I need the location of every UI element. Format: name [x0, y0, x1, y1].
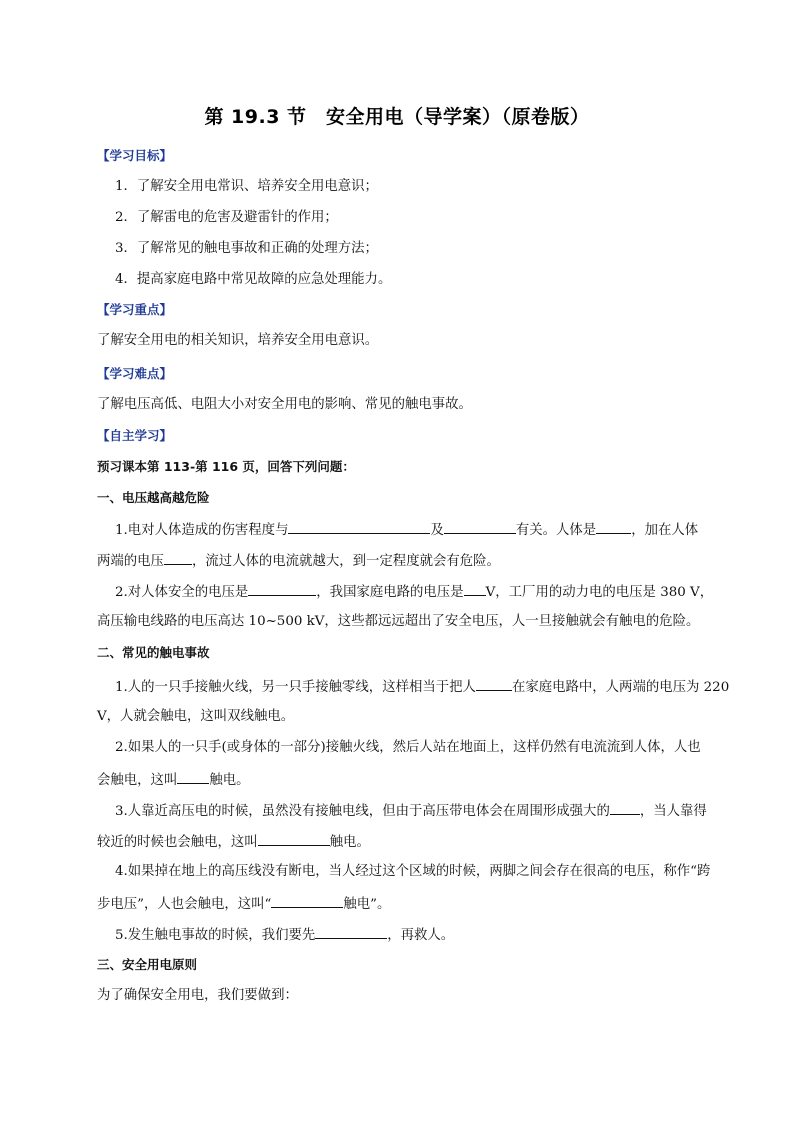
page-title: 第 19.3 节 安全用电（导学案）（原卷版）: [204, 106, 590, 128]
question-text: 触电。: [209, 773, 250, 788]
part2-question-1-cont: V，人就会触电，这叫双线触电。: [97, 709, 295, 724]
goals-heading: 【学习目标】: [97, 148, 173, 163]
question-text: 有关。人体是: [515, 523, 597, 538]
difficulty-text: 了解电压高低、电阻大小对安全用电的影响、常见的触电事故。: [97, 397, 472, 412]
question-text: 触电。: [329, 835, 370, 850]
answer-blank[interactable]: [476, 676, 512, 691]
part2-question-2-cont: [97, 769, 250, 791]
answer-blank[interactable]: [288, 519, 430, 534]
part2-question-1: [115, 676, 729, 698]
goal-item: 3．了解常见的触电事故和正确的处理方法；: [115, 241, 378, 256]
question-text: 5.发生触电事故的时候，我们要先: [115, 928, 316, 943]
key-point-text: 了解安全用电的相关知识，培养安全用电意识。: [97, 333, 379, 348]
part2-question-5: [115, 924, 454, 946]
part1-question-2: [115, 581, 713, 603]
question-text: 1.人的一只手接触火线，另一只手接触零线，这样相当于把人: [115, 680, 476, 695]
part2-question-2: 2.如果人的一只手(或身体的一部分)接触火线，然后人站在地面上，这样仍然有电流流到人体，人也: [115, 740, 701, 755]
goal-item: 1．了解安全用电常识、培养安全用电意识；: [115, 179, 378, 194]
question-text: ，加在人体: [631, 523, 699, 538]
difficulty-heading: 【学习难点】: [97, 366, 173, 381]
part3-heading: 三、安全用电原则: [97, 957, 198, 972]
key-heading: 【学习重点】: [97, 302, 173, 317]
part1-question-1-cont: [97, 550, 500, 572]
answer-blank[interactable]: [315, 924, 387, 939]
goal-item: 2．了解雷电的危害及避雷针的作用；: [115, 210, 338, 225]
part3-intro: 为了确保安全用电，我们要做到：: [97, 988, 298, 1003]
answer-blank[interactable]: [177, 769, 209, 784]
answer-blank[interactable]: [248, 581, 316, 596]
part2-question-4: 4.如果掉在地上的高压线没有断电，当人经过这个区域的时候，两脚之间会存在很高的电压，称作“跨: [115, 864, 711, 879]
answer-blank[interactable]: [596, 519, 631, 534]
part2-heading: 二、常见的触电事故: [97, 645, 210, 660]
question-text: 较近的时候也会触电，这叫: [97, 835, 258, 850]
part1-heading: 一、电压越高越危险: [97, 490, 210, 505]
question-text: ，当人靠得: [639, 804, 707, 819]
part2-question-4-cont: [97, 893, 390, 915]
answer-blank[interactable]: [610, 800, 640, 815]
question-text: 1.电对人体造成的伤害程度与: [115, 523, 289, 538]
question-text: 会触电，这叫: [97, 773, 178, 788]
part1-question-1: [115, 519, 698, 541]
self-study-heading: 【自主学习】: [97, 428, 173, 443]
part1-question-2-cont: 高压输电线路的电压高达 10~500 kV，这些都远远超出了安全电压，人一旦接触就会有触电的危险。: [97, 614, 700, 629]
question-text: ，我国家庭电路的电压是: [316, 585, 464, 600]
goal-item: 4．提高家庭电路中常见故障的应急处理能力。: [115, 272, 392, 287]
question-text: 两端的电压: [97, 554, 164, 569]
question-text: 在家庭电路中，人两端的电压为 220: [511, 680, 730, 695]
answer-blank[interactable]: [258, 831, 330, 846]
question-text: ，流过人体的电流就越大，到一定程度就会有危险。: [191, 554, 500, 569]
part2-question-3-cont: [97, 831, 370, 853]
question-text: 3.人靠近高压电的时候，虽然没有接触电线，但由于高压带电体会在周围形成强大的: [115, 804, 610, 819]
question-text: 触电”。: [343, 897, 391, 912]
answer-blank[interactable]: [464, 581, 486, 596]
answer-blank[interactable]: [444, 519, 516, 534]
question-text: 及: [430, 523, 444, 538]
question-text: V，工厂用的动力电的电压是 380 V，: [485, 585, 714, 600]
answer-blank[interactable]: [164, 550, 192, 565]
question-text: ，再救人。: [387, 928, 455, 943]
preview-instruction: 预习课本第 113-第 116 页，回答下列问题：: [97, 459, 355, 474]
answer-blank[interactable]: [271, 893, 343, 908]
part2-question-3: [115, 800, 707, 822]
question-text: 步电压”，人也会触电，这叫“: [97, 897, 272, 912]
question-text: 2.对人体安全的电压是: [115, 585, 249, 600]
